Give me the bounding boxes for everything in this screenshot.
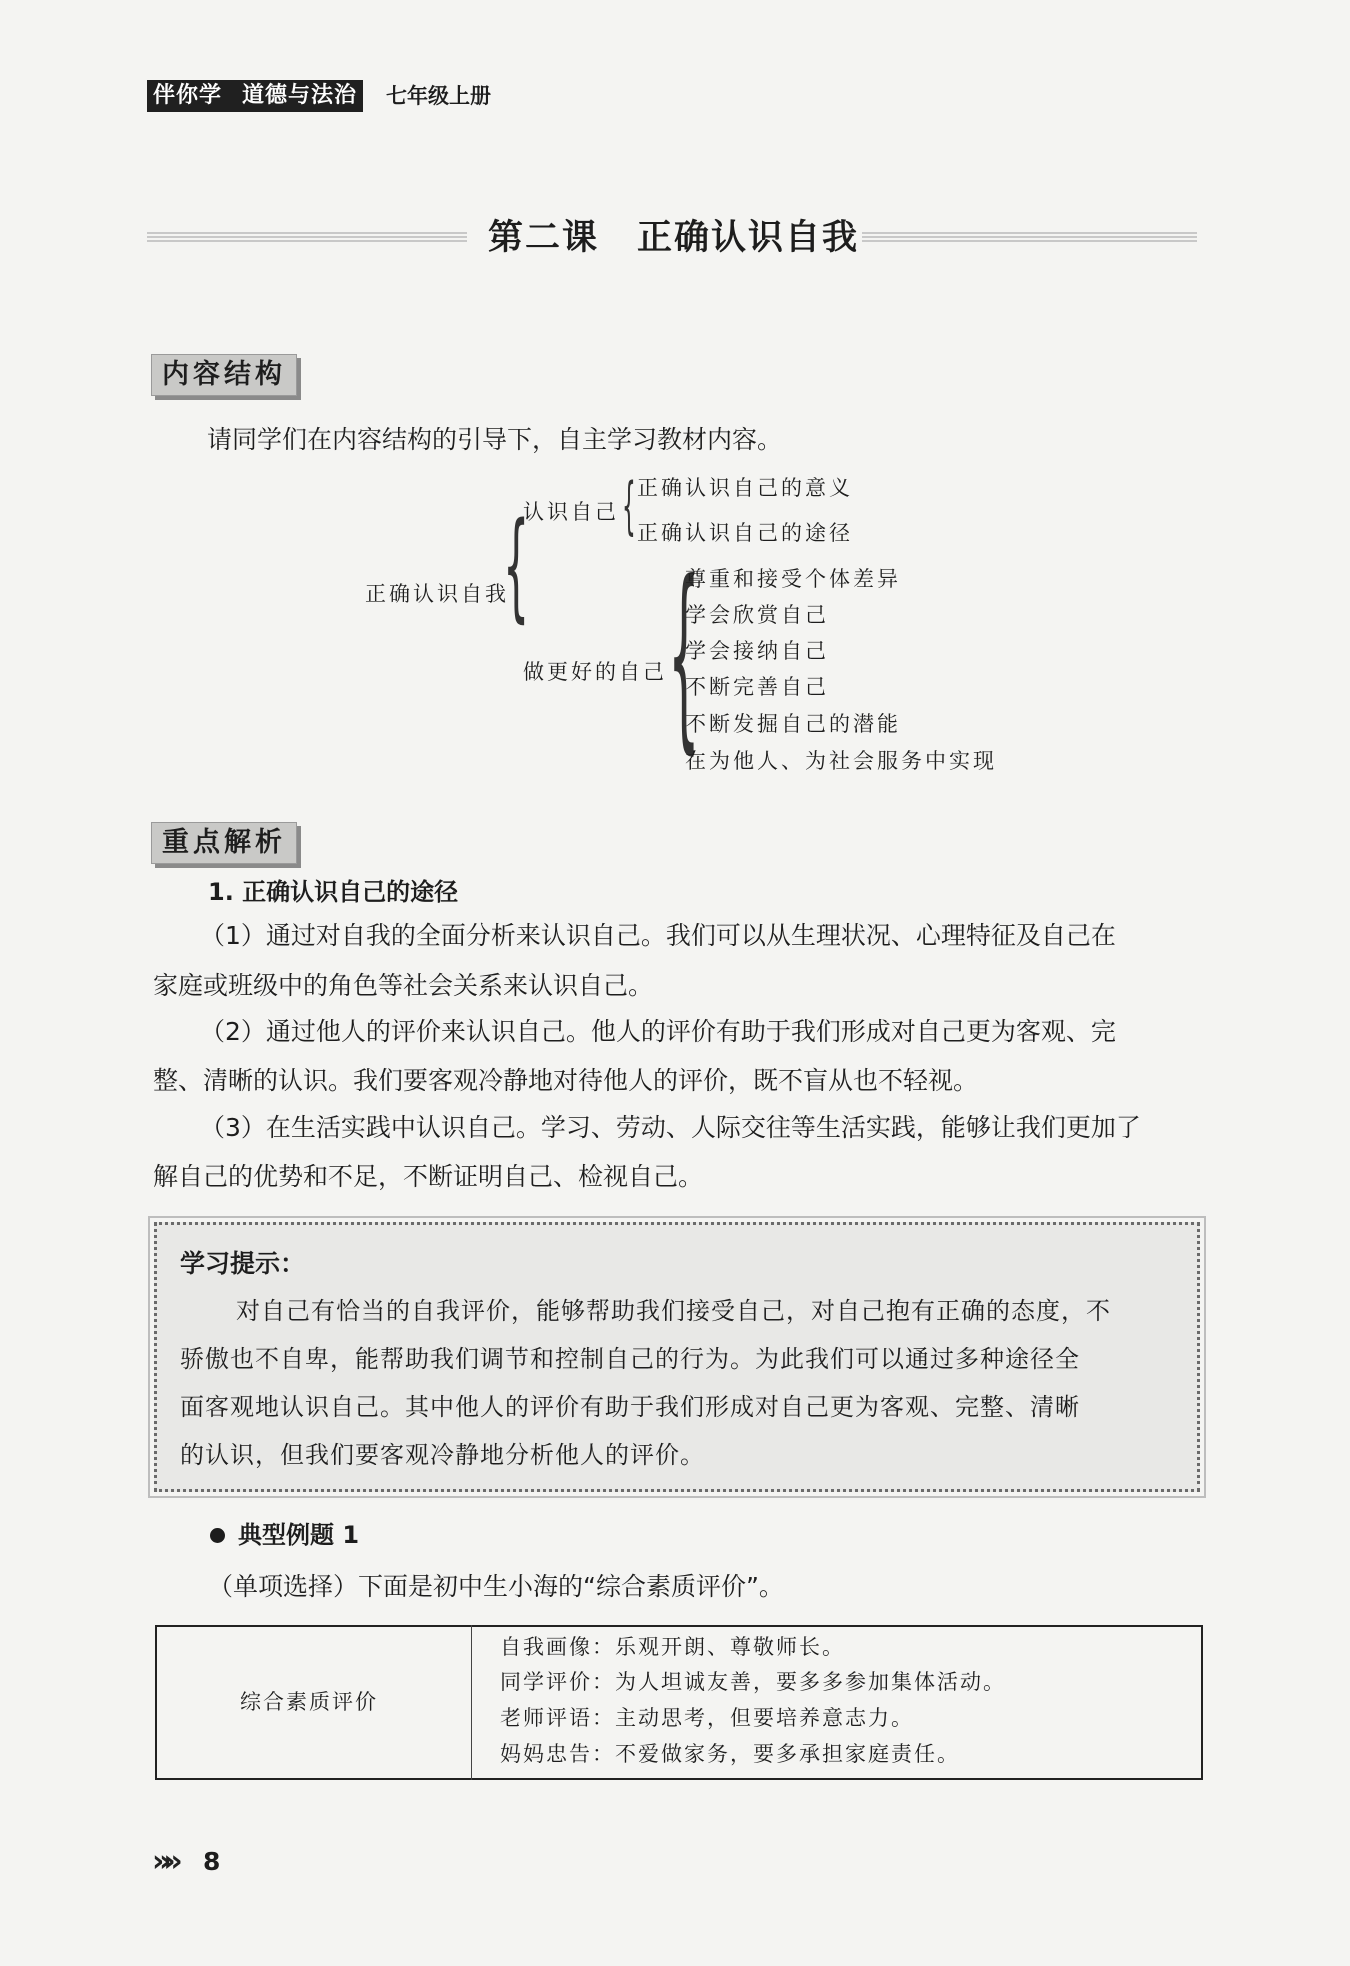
header-series-box	[147, 80, 363, 112]
section-tag-structure: 内容结构	[151, 354, 297, 396]
tree-item: 尊重和接受个体差异	[685, 567, 901, 591]
tree-brace-branch-1: {	[622, 469, 636, 542]
tree-item: 在为他人、为社会服务中实现	[685, 749, 997, 773]
tree-branch-1: 认识自己	[523, 500, 619, 524]
header-grade: 七年级上册	[386, 83, 491, 108]
tree-branch-2: 做更好的自己	[523, 660, 667, 684]
lesson-number: 第二课	[488, 218, 600, 258]
tree-root: 正确认识自我	[365, 582, 509, 606]
tree-item: 学会欣赏自己	[685, 603, 829, 627]
analysis-para-2-line-2: 整、清晰的认识。我们要客观冷静地对待他人的评价，既不盲从也不轻视。	[153, 1066, 979, 1095]
header-subject: 道德与法治	[242, 83, 358, 108]
study-tip-line: 对自己有恰当的自我评价，能够帮助我们接受自己，对自己抱有正确的态度，不	[236, 1297, 1111, 1325]
title-rule-right	[862, 232, 1197, 242]
analysis-para-3-line-1: （3）在生活实践中认识自己。学习、劳动、人际交往等生活实践，能够让我们更加了	[200, 1113, 1141, 1142]
analysis-para-1-line-2: 家庭或班级中的角色等社会关系来认识自己。	[153, 971, 654, 1000]
analysis-para-3-line-2: 解自己的优势和不足，不断证明自己、检视自己。	[153, 1162, 704, 1191]
study-tip-title: 学习提示：	[180, 1249, 306, 1278]
lesson-name: 正确认识自我	[637, 218, 860, 258]
tree-item: 学会接纳自己	[685, 639, 829, 663]
study-tip-line: 面客观地认识自己。其中他人的评价有助于我们形成对自己更为客观、完整、清晰	[180, 1393, 1080, 1421]
header-series: 伴你学	[153, 83, 223, 108]
tree-item: 正确认识自己的途径	[637, 521, 853, 545]
example-heading: 典型例题 1	[238, 1521, 360, 1549]
study-tip-line: 骄傲也不自卑，能帮助我们调节和控制自己的行为。为此我们可以通过多种途径全	[180, 1345, 1080, 1373]
lesson-title	[488, 216, 859, 260]
section-tag-analysis: 重点解析	[151, 822, 297, 864]
tree-item: 正确认识自己的意义	[637, 476, 853, 500]
evaluation-table-label: 综合素质评价	[240, 1690, 378, 1714]
study-tip-line: 的认识，但我们要客观冷静地分析他人的评价。	[180, 1441, 705, 1469]
analysis-para-1-line-1: （1）通过对自我的全面分析来认识自己。我们可以从生理状况、心理特征及自己在	[200, 921, 1116, 950]
evaluation-table-row: 同学评价：为人坦诚友善，要多多参加集体活动。	[500, 1670, 1006, 1694]
page-number: 8	[203, 1847, 221, 1876]
example-question: （单项选择）下面是初中生小海的“综合素质评价”。	[208, 1572, 784, 1601]
evaluation-table-row: 老师评语：主动思考，但要培养意志力。	[500, 1706, 914, 1730]
analysis-heading: 1. 正确认识自己的途径	[208, 878, 459, 906]
tree-item: 不断完善自己	[685, 675, 829, 699]
tree-item: 不断发掘自己的潜能	[685, 712, 901, 736]
evaluation-table-row: 自我画像：乐观开朗、尊敬师长。	[500, 1635, 845, 1659]
page-arrows-icon: »»	[152, 1844, 175, 1879]
title-rule-left	[147, 232, 467, 242]
evaluation-table-row: 妈妈忠告：不爱做家务，要多承担家庭责任。	[500, 1742, 960, 1766]
structure-intro: 请同学们在内容结构的引导下，自主学习教材内容。	[207, 425, 783, 454]
tree-brace-root: {	[503, 496, 530, 634]
bullet-icon	[210, 1528, 225, 1543]
tree-brace-branch-2: {	[668, 539, 700, 772]
analysis-para-2-line-1: （2）通过他人的评价来认识自己。他人的评价有助于我们形成对自己更为客观、完	[200, 1017, 1116, 1046]
